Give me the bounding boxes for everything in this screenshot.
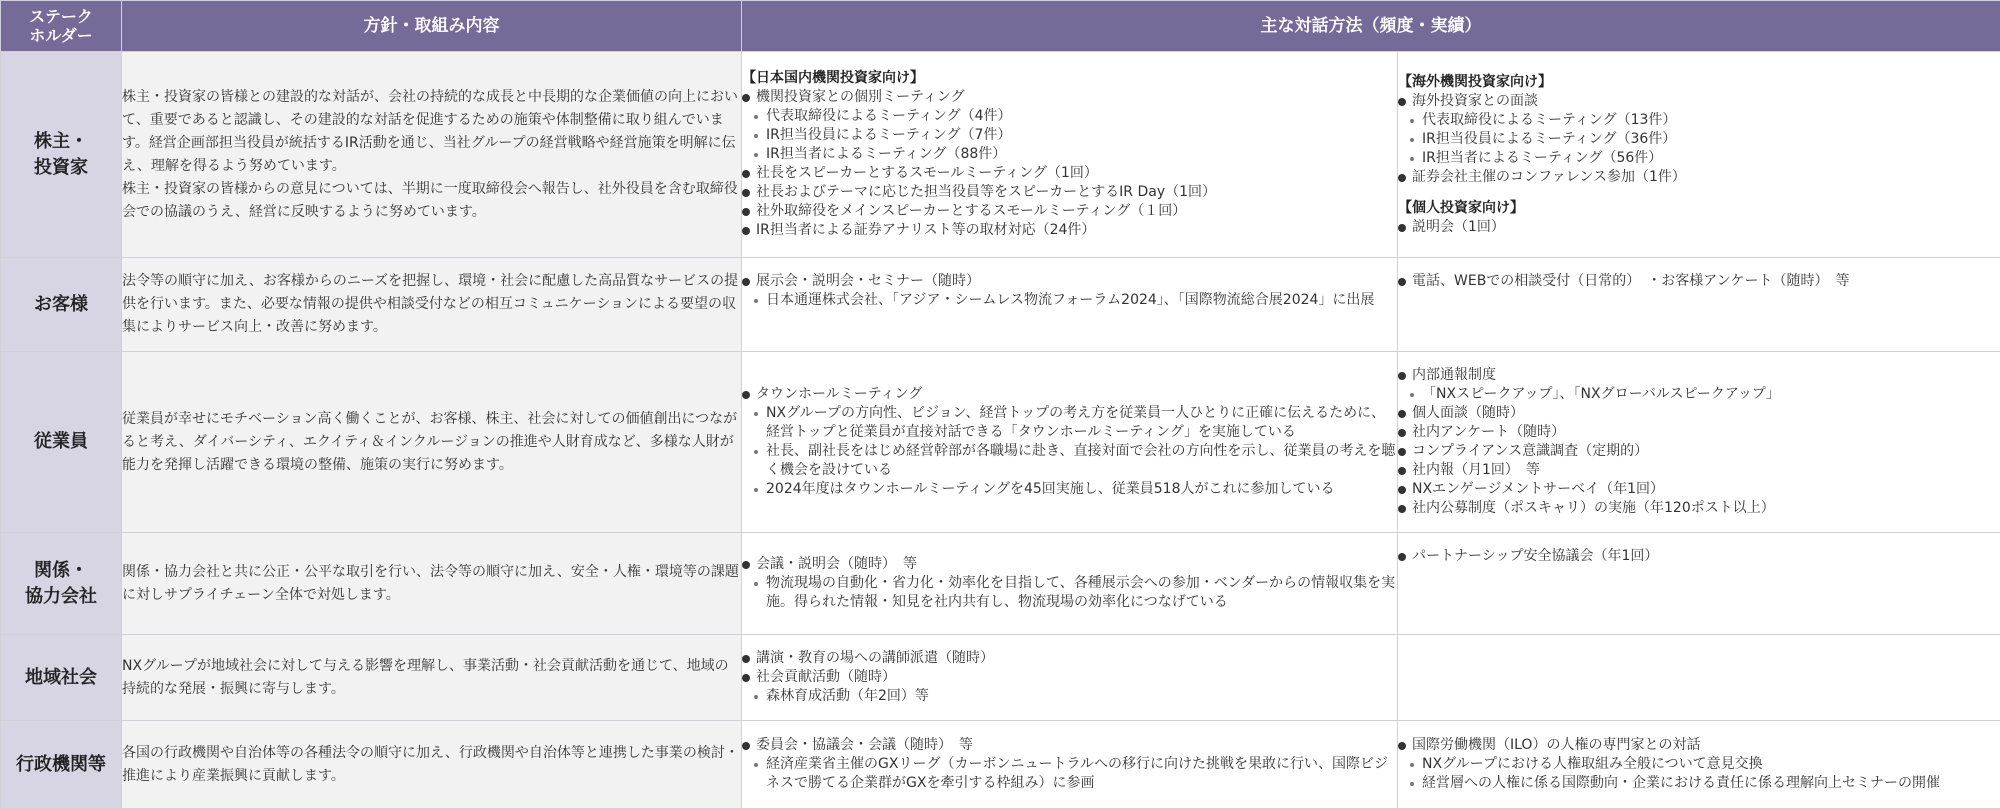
methods-cell-b <box>1398 258 2000 352</box>
sub-bullet-item: NXグループにおける人権取組み全般について意見交換 <box>1398 755 2000 774</box>
bullet-item: 委員会・協議会・会議（随時） 等 <box>742 736 1397 755</box>
bullet-item: 社内アンケート（随時） <box>1398 423 2000 442</box>
bullet-item: コンプライアンス意識調査（定期的） <box>1398 442 2000 461</box>
bullet-item: 社内公募制度（ポスキャリ）の実施（年120ポスト以上） <box>1398 499 2000 518</box>
policy-cell: 関係・協力会社と共に公正・公平な取引を行い、法令等の順守に加え、安全・人権・環境等の課題に対しサプライチェーン全体で対処します。 <box>122 533 742 635</box>
methods-cell-b <box>1398 352 2000 533</box>
header-row <box>1 1 2000 52</box>
policy-cell: 法令等の順守に加え、お客様からのニーズを把握し、環境・社会に配慮した高品質なサービスの提供を行います。また、必要な情報の提供や相談受付などの相互コミュニケーションによる要望の収集によりサービス向上・改善に努めます。 <box>122 258 742 352</box>
sub-bullet-item: 経済産業省主催のGXリーグ（カーボンニュートラルへの移行に向けた挑戦を果敢に行い、国際ビジネスで勝てる企業群がGXを牽引する枠組み）に参画 <box>742 755 1397 793</box>
sub-bullet-item: 代表取締役によるミーティング（13件） <box>1398 111 2000 130</box>
bullet-item: 内部通報制度 <box>1398 366 2000 385</box>
table-row <box>1 352 2000 533</box>
sub-bullet-item: 社長、副社長をはじめ経営幹部が各職場に赴き、直接対面で会社の方向性を示し、従業員の考えを聴く機会を設けている <box>742 442 1397 480</box>
sub-bullet-item: IR担当者によるミーティング（56件） <box>1398 149 2000 168</box>
table-row <box>1 721 2000 809</box>
bullet-item: 講演・教育の場への講師派遣（随時） <box>742 649 1397 668</box>
stakeholder-cell: 行政機関等 <box>1 721 122 809</box>
section-heading: 【個人投資家向け】 <box>1398 199 2000 218</box>
stakeholder-cell: 株主・ 投資家 <box>1 52 122 258</box>
stakeholder-cell: 地域社会 <box>1 635 122 721</box>
policy-cell: NXグループが地域社会に対して与える影響を理解し、事業活動・社会貢献活動を通じて、地域の持続的な発展・振興に寄与します。 <box>122 635 742 721</box>
bullet-item: パートナーシップ安全協議会（年1回） <box>1398 547 2000 566</box>
header-methods: 主な対話方法（頻度・実績） <box>742 1 2000 52</box>
bullet-item: 社長をスピーカーとするスモールミーティング（1回） <box>742 164 1397 183</box>
sub-bullet-item: 「NXスピークアップ」、「NXグローバルスピークアップ」 <box>1398 385 2000 404</box>
table-row <box>1 635 2000 721</box>
methods-cell-a <box>742 258 1398 352</box>
section-heading: 【日本国内機関投資家向け】 <box>742 69 1397 88</box>
bullet-item: 機関投資家との個別ミーティング <box>742 88 1397 107</box>
policy-cell: 各国の行政機関や自治体等の各種法令の順守に加え、行政機関や自治体等と連携した事業の検討・推進により産業振興に貢献します。 <box>122 721 742 809</box>
methods-cell-b <box>1398 533 2000 635</box>
sub-bullet-item: 森林育成活動（年2回）等 <box>742 687 1397 706</box>
bullet-item: タウンホールミーティング <box>742 385 1397 404</box>
bullet-item: 社内報（月1回） 等 <box>1398 461 2000 480</box>
sub-bullet-item: IR担当役員によるミーティング（36件） <box>1398 130 2000 149</box>
bullet-item: 個人面談（随時） <box>1398 404 2000 423</box>
bullet-item: NXエンゲージメントサーベイ（年1回） <box>1398 480 2000 499</box>
sub-bullet-item: 2024年度はタウンホールミーティングを45回実施し、従業員518人がこれに参加している <box>742 480 1397 499</box>
sub-bullet-item: IR担当者によるミーティング（88件） <box>742 145 1397 164</box>
stakeholder-cell: 従業員 <box>1 352 122 533</box>
header-stakeholder: ステーク ホルダー <box>1 1 122 52</box>
methods-cell-a <box>742 721 1398 809</box>
sub-bullet-item: NXグループの方向性、ビジョン、経営トップの考え方を従業員一人ひとりに正確に伝えるために、経営トップと従業員が直接対話できる「タウンホールミーティング」を実施している <box>742 404 1397 442</box>
methods-cell-a <box>742 635 1398 721</box>
table-row <box>1 258 2000 352</box>
table-row <box>1 533 2000 635</box>
sub-bullet-item: 経営層への人権に係る国際動向・企業における責任に係る理解向上セミナーの開催 <box>1398 774 2000 793</box>
bullet-item: 会議・説明会（随時） 等 <box>742 555 1397 574</box>
bullet-item: IR担当者による証券アナリスト等の取材対応（24件） <box>742 221 1397 240</box>
methods-cell-b <box>1398 635 2000 721</box>
bullet-item: 電話、WEBでの相談受付（日常的） ・お客様アンケート（随時） 等 <box>1398 272 2000 291</box>
bullet-item: 社長およびテーマに応じた担当役員等をスピーカーとするIR Day（1回） <box>742 183 1397 202</box>
sub-bullet-item: 日本通運株式会社、「アジア・シームレス物流フォーラム2024」、「国際物流総合展2024」に出展 <box>742 291 1397 310</box>
policy-cell: 株主・投資家の皆様との建設的な対話が、会社の持続的な成長と中長期的な企業価値の向上において、重要であると認識し、その建設的な対話を促進するための施策や体制整備に取り組んでいます。経営企画部担当役員が統括するIR活動を通じ、当社グループの経営戦略や経営施策を明解に伝え、理解を得るよう努めています。 株主・投資家の皆様からの意見については、半期に一度取締役会へ報告し、社外役員を含む取締役会での協議のうえ、経営に反映するように努めています。 <box>122 52 742 258</box>
sub-bullet-item: 代表取締役によるミーティング（4件） <box>742 107 1397 126</box>
section-heading: 【海外機関投資家向け】 <box>1398 73 2000 92</box>
bullet-item: 説明会（1回） <box>1398 218 2000 237</box>
methods-cell-a <box>742 533 1398 635</box>
bullet-item: 証券会社主催のコンファレンス参加（1件） <box>1398 168 2000 187</box>
policy-cell: 従業員が幸せにモチベーション高く働くことが、お客様、株主、社会に対しての価値創出につながると考え、ダイバーシティ、エクイティ＆インクルージョンの推進や人財育成など、多様な人財が能力を発揮し活躍できる環境の整備、施策の実行に努めます。 <box>122 352 742 533</box>
methods-cell-b <box>1398 52 2000 258</box>
sub-bullet-item: IR担当役員によるミーティング（7件） <box>742 126 1397 145</box>
sub-bullet-item: 物流現場の自動化・省力化・効率化を目指して、各種展示会への参加・ベンダーからの情報収集を実施。得られた情報・知見を社内共有し、物流現場の効率化につなげている <box>742 574 1397 612</box>
bullet-item: 国際労働機関（ILO）の人権の専門家との対話 <box>1398 736 2000 755</box>
bullet-item: 展示会・説明会・セミナー（随時） <box>742 272 1397 291</box>
header-policy: 方針・取組み内容 <box>122 1 742 52</box>
methods-cell-a <box>742 52 1398 258</box>
bullet-item: 海外投資家との面談 <box>1398 92 2000 111</box>
stakeholder-cell: 関係・ 協力会社 <box>1 533 122 635</box>
stakeholder-cell: お客様 <box>1 258 122 352</box>
bullet-item: 社会貢献活動（随時） <box>742 668 1397 687</box>
methods-cell-a <box>742 352 1398 533</box>
spacer <box>1398 187 2000 199</box>
methods-cell-b <box>1398 721 2000 809</box>
table-row <box>1 52 2000 258</box>
bullet-item: 社外取締役をメインスピーカーとするスモールミーティング（１回） <box>742 202 1397 221</box>
